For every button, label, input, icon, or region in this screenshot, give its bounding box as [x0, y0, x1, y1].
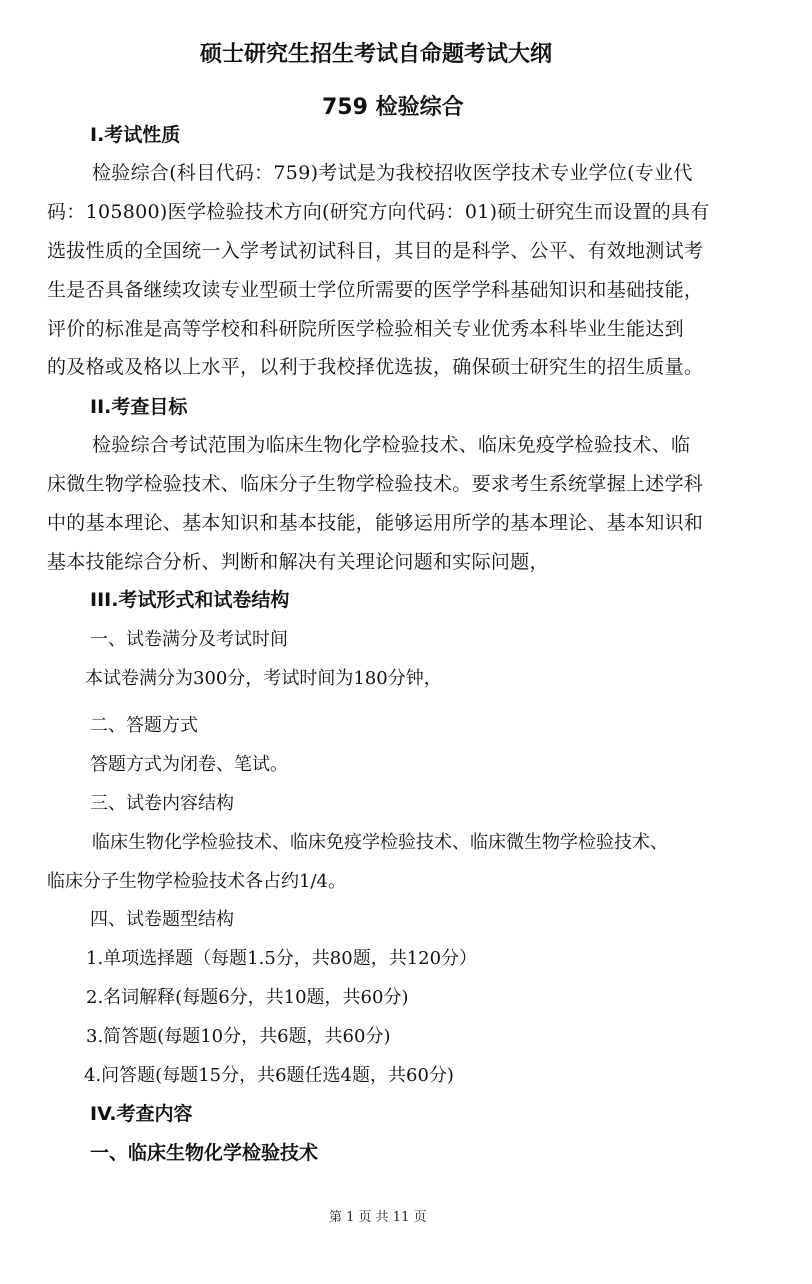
paragraph-line: 临床分子生物学检验技术各占约1/4。: [47, 871, 346, 892]
subject-title: 759 检验综合: [322, 95, 464, 120]
paragraph-line: 评价的标准是高等学校和科研院所医学检验相关专业优秀本科毕业生能达到: [47, 318, 684, 340]
section-heading-4: IV.考查内容: [90, 1103, 193, 1125]
paragraph-line: 选拔性质的全国统一入学考试初试科目，其目的是科学、公平、有效地测试考: [47, 240, 704, 262]
paragraph-line: 生是否具备继续攻读专业型硕士学位所需要的医学学科基础知识和基础技能，: [47, 279, 704, 301]
document-title: 硕士研究生招生考试自命题考试大纲: [200, 42, 553, 67]
subsection-text: 答题方式为闭卷、笔试。: [90, 754, 288, 775]
paragraph-line: 临床生物化学检验技术、临床免疫学检验技术、临床微生物学检验技术、: [92, 832, 668, 853]
subsection-heading: 三、试卷内容结构: [90, 793, 234, 814]
subsection-heading: 二、答题方式: [90, 715, 198, 736]
paragraph-line: 中的基本理论、基本知识和基本技能，能够运用所学的基本理论、基本知识和: [47, 512, 704, 534]
subsection-heading: 四、试卷题型结构: [90, 909, 234, 930]
paragraph-line: 检验综合(科目代码：759)考试是为我校招收医学技术专业学位(专业代: [92, 162, 693, 184]
list-item: 4.问答题(每题15分，共6题任选4题，共60分): [84, 1065, 454, 1086]
paragraph-line: 基本技能综合分析、判断和解决有关理论问题和实际问题，: [47, 551, 549, 573]
subsection-heading: 一、临床生物化学检验技术: [90, 1142, 319, 1164]
section-heading-3: III.考试形式和试卷结构: [90, 589, 290, 611]
paragraph-line: 床微生物学检验技术、临床分子生物学检验技术。要求考生系统掌握上述学科: [47, 473, 704, 495]
page-footer: 第 1 页 共 11 页: [329, 1210, 427, 1225]
subsection-heading: 一、试卷满分及考试时间: [90, 629, 288, 650]
paragraph-line: 码：105800)医学检验技术方向(研究方向代码：01)硕士研究生而设置的具有: [47, 201, 710, 223]
paragraph-line: 检验综合考试范围为临床生物化学检验技术、临床免疫学检验技术、临: [92, 434, 691, 456]
paragraph-line: 的及格或及格以上水平，以利于我校择优选拔，确保硕士研究生的招生质量。: [47, 356, 704, 378]
subsection-text: 本试卷满分为300分，考试时间为180分钟，: [85, 668, 442, 689]
section-heading-2: II.考查目标: [90, 396, 188, 418]
list-item: 2.名词解释(每题6分，共10题，共60分): [86, 987, 409, 1008]
list-item: 1.单项选择题（每题1.5分，共80题，共120分）: [86, 948, 478, 969]
section-heading-1: I.考试性质: [90, 124, 181, 146]
list-item: 3.简答题(每题10分，共6题，共60分): [86, 1026, 391, 1047]
